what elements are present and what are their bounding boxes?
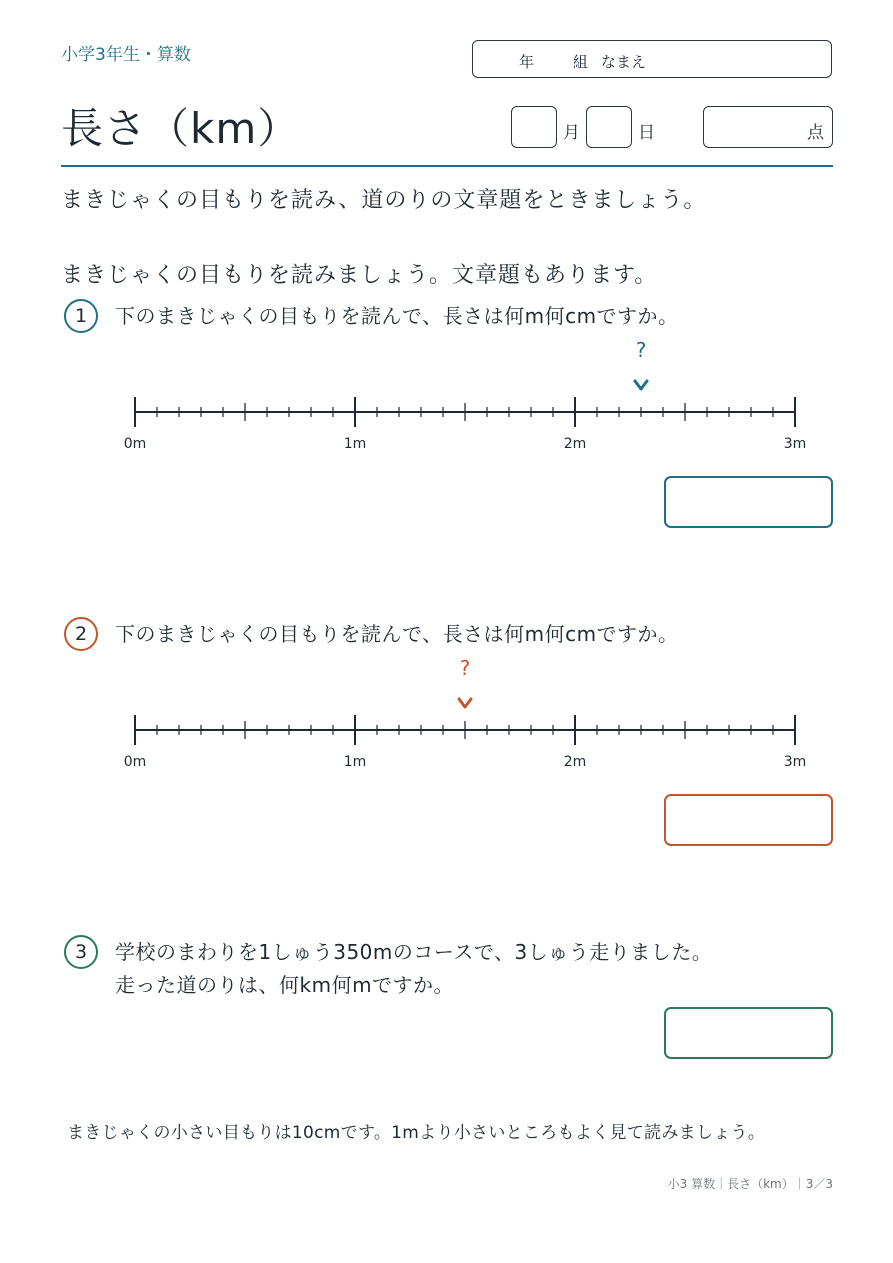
page-footer: 小3 算数｜長さ（km）｜3／3 <box>667 1177 833 1191</box>
ruler-label: 1m <box>343 436 367 452</box>
ruler-label: 1m <box>343 754 367 770</box>
ruler-label: 3m <box>783 436 807 452</box>
answer-box-2[interactable] <box>664 794 833 846</box>
score-box[interactable] <box>703 106 833 148</box>
ruler-label: 2m <box>563 436 587 452</box>
question-2-number: 2 <box>64 617 98 651</box>
marker-chevron-icon <box>635 381 647 389</box>
question-3-number: 3 <box>64 935 98 969</box>
ruler-label: 2m <box>563 754 587 770</box>
question-3-text-line1: 学校のまわりを1しゅう350mのコースで、3しゅう走りました。 <box>115 940 713 964</box>
ruler-label: 3m <box>783 754 807 770</box>
ruler-label: 0m <box>123 754 147 770</box>
question-2-text: 下のまきじゃくの目もりを読んで、長さは何m何cmですか。 <box>115 622 679 646</box>
marker-chevron-icon <box>459 699 471 707</box>
footnote: まきじゃくの小さい目もりは10cmです。1mより小さいところもよく見て読みましょう。 <box>67 1123 766 1143</box>
tape-measure-1 <box>0 330 893 460</box>
name-year-label: 年 <box>519 53 535 71</box>
intro-text: まきじゃくの目もりを読み、道のりの文章題をときましょう。 <box>61 188 707 213</box>
page-title: 長さ（km） <box>61 104 301 153</box>
day-label: 日 <box>638 123 655 143</box>
question-1-text: 下のまきじゃくの目もりを読んで、長さは何m何cmですか。 <box>115 304 679 328</box>
answer-box-3[interactable] <box>664 1007 833 1059</box>
section-heading: まきじゃくの目もりを読みましょう。文章題もあります。 <box>61 263 658 288</box>
name-label: なまえ <box>601 53 647 71</box>
name-field-box[interactable] <box>472 40 832 78</box>
question-1-number: 1 <box>64 299 98 333</box>
marker-question-mark: ? <box>635 338 647 362</box>
score-label: 点 <box>807 123 824 143</box>
name-class-label: 組 <box>573 53 589 71</box>
answer-box-1[interactable] <box>664 476 833 528</box>
tape-measure-2 <box>0 648 893 778</box>
ruler-label: 0m <box>123 436 147 452</box>
day-input-box[interactable] <box>586 106 632 148</box>
marker-question-mark: ? <box>459 656 471 680</box>
header-divider <box>61 165 833 167</box>
month-input-box[interactable] <box>511 106 557 148</box>
question-3-text-line2: 走った道のりは、何km何mですか。 <box>115 973 455 997</box>
month-label: 月 <box>563 123 580 143</box>
grade-subject: 小学3年生・算数 <box>61 45 191 65</box>
